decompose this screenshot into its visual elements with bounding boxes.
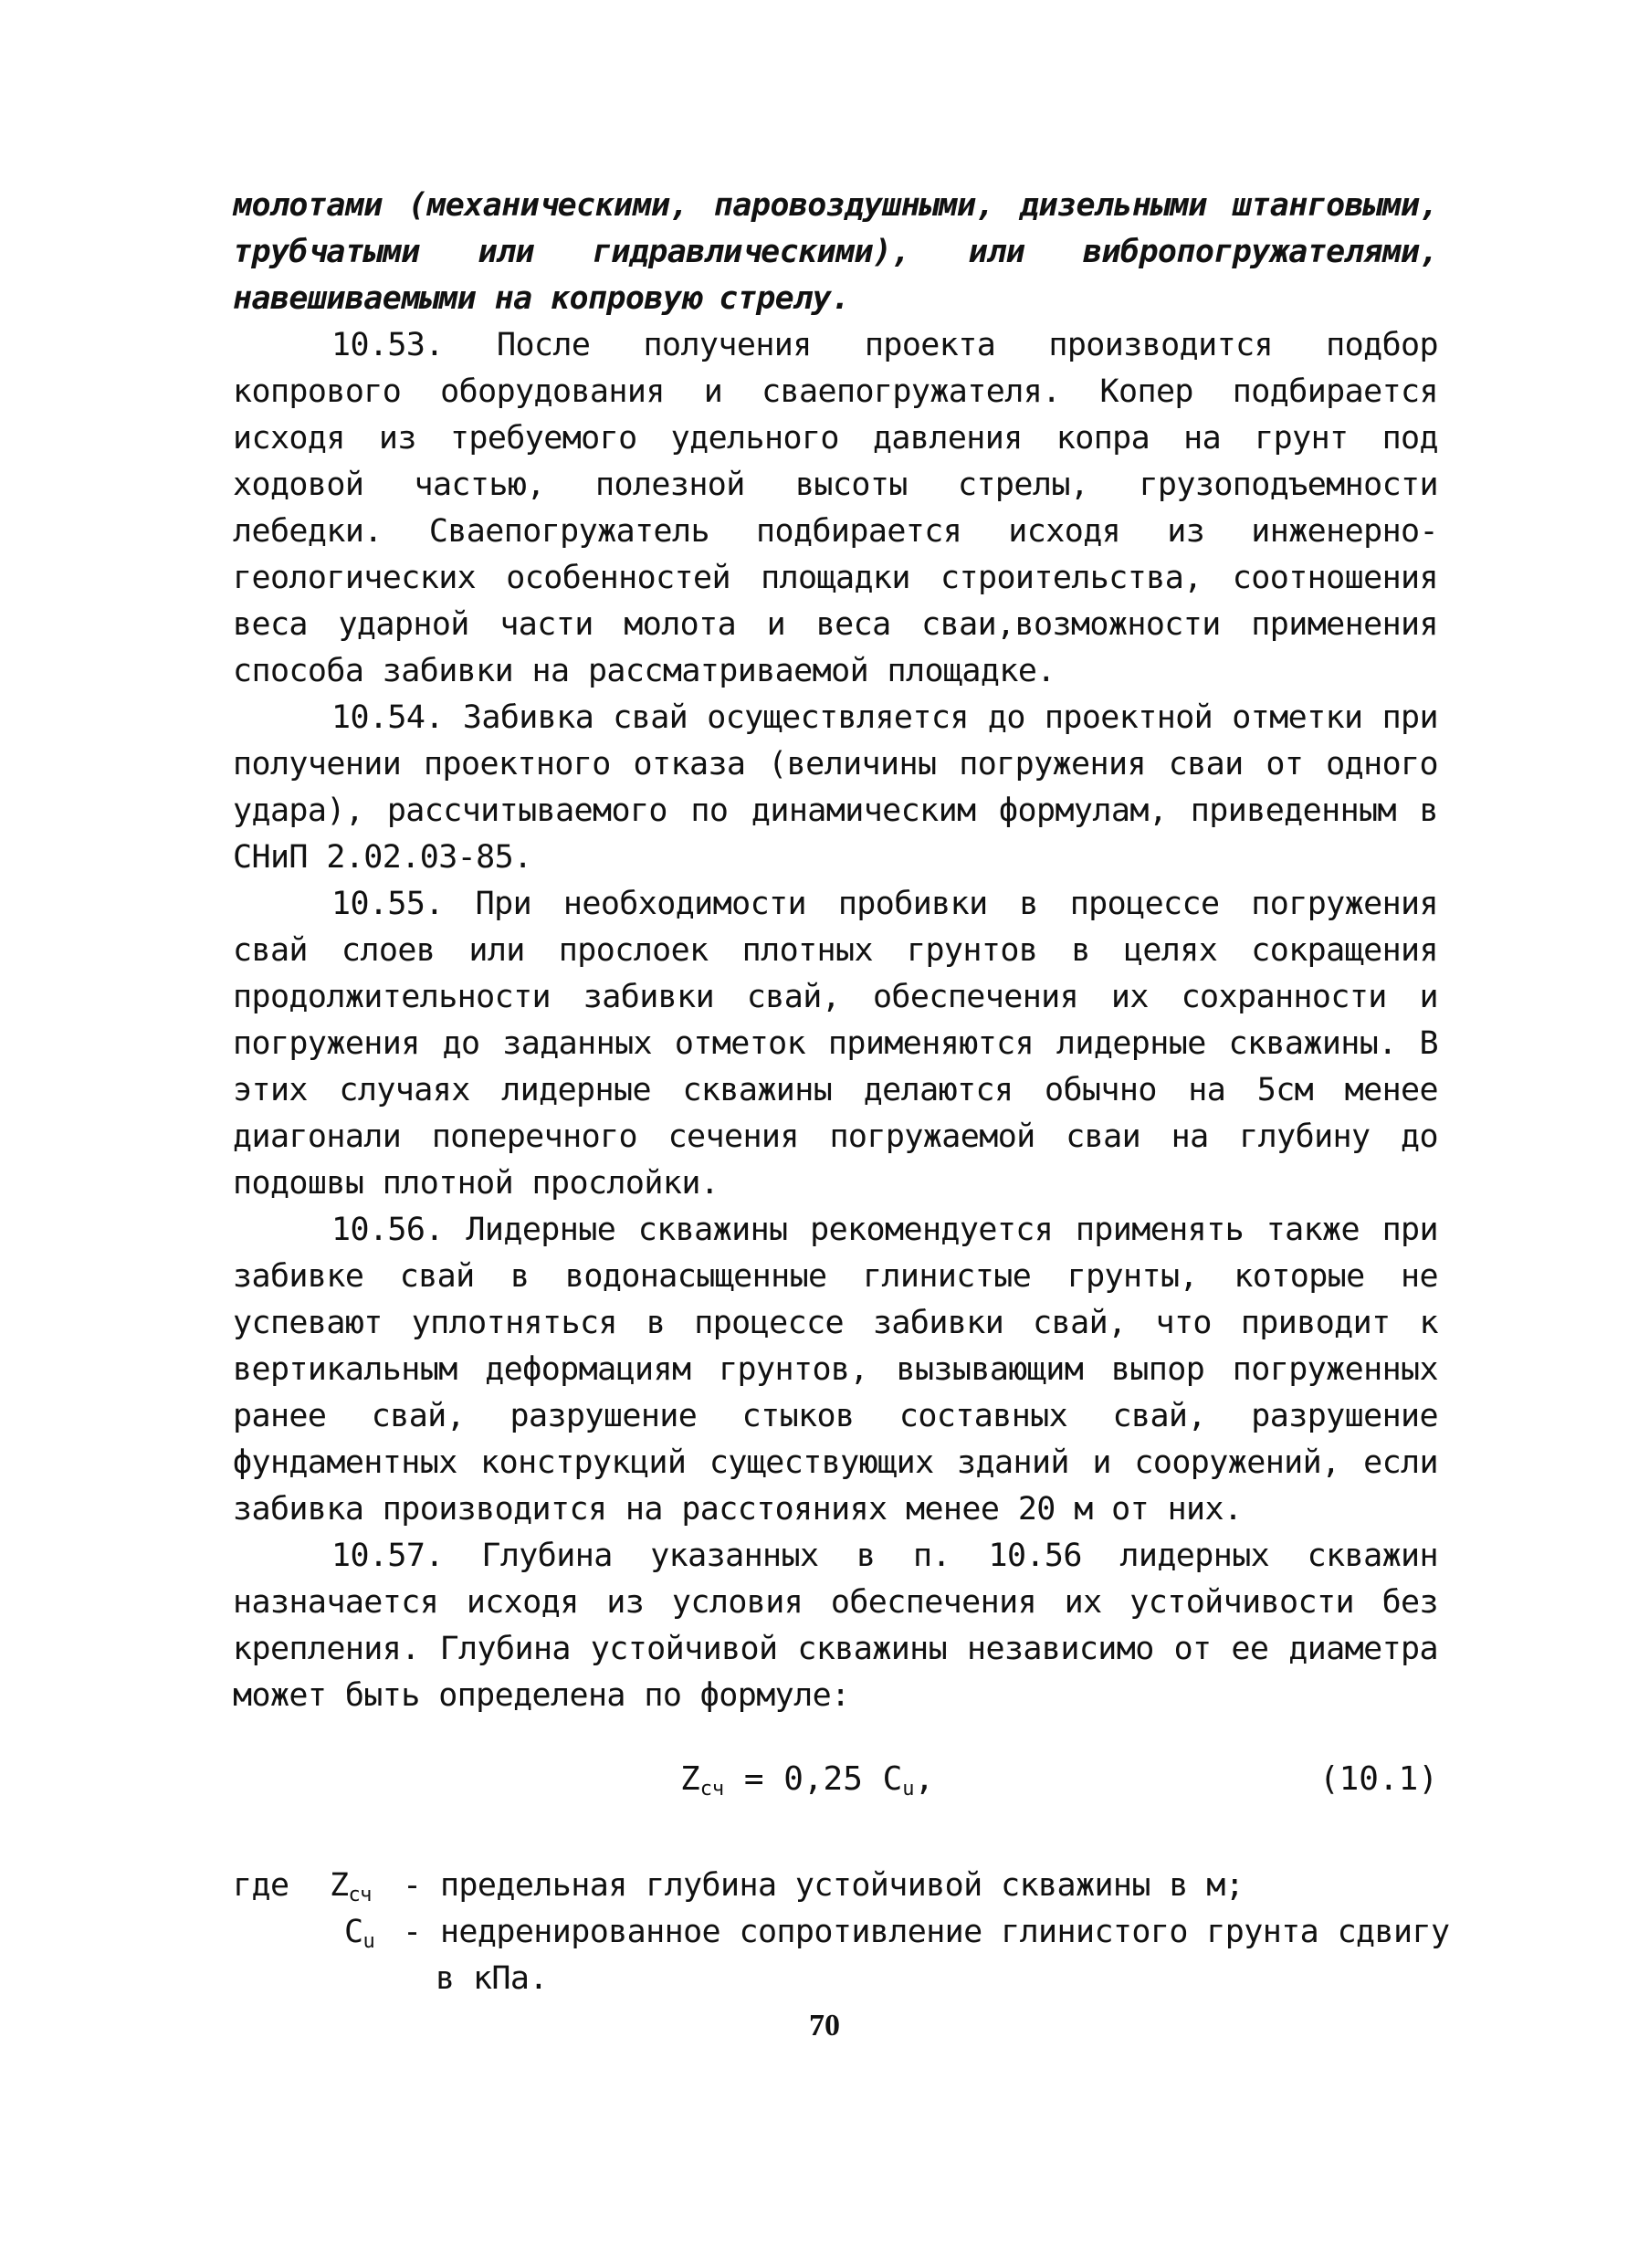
- definition-c: - недренированное сопротивление глинистого грунта сдвигу: [403, 1914, 1450, 1950]
- formula-row: [233, 1760, 1438, 1815]
- paragraph-10-53: 10.53. После получения проекта производится подбор копрового оборудования и сваепогружателя. Копер подбирается исходя из требуемого удельного давления копра на грунт под ходовой частью, полезной высоты стрелы, грузоподъемности лебедки. Сваепогружатель подбирается исходя из инженерно-геологических особенностей площадки строительства, соотношения веса ударной части молота и веса сваи,возможности применения способа забивки на рассматриваемой площадке.: [233, 327, 1438, 689]
- formula-z-subscript: сч: [699, 1778, 725, 1801]
- symbol-z-subscript: сч: [348, 1884, 372, 1906]
- paragraph-10-55: 10.55. При необходимости пробивки в процессе погружения свай слоев или прослоек плотных грунтов в целях сокращения продолжительности забивки свай, обеспечения их сохранности и погружения до заданных отметок применяются лидерные скважины. В этих случаях лидерные скважины делаются обычно на 5см менее диагонали поперечного сечения погружаемой сваи на глубину до подошвы плотной прослойки.: [233, 886, 1438, 1202]
- paragraph-10-54: 10.54. Забивка свай осуществляется до проектной отметки при получении проектного отказа (величины погружения сваи от одного удара), рассчитываемого по динамическим формулам, приведенным в СНиП 2.02.03-85.: [233, 699, 1438, 876]
- body-text: [233, 183, 1438, 1719]
- definition-row: [233, 1909, 1450, 1956]
- paragraph-10-56: 10.56. Лидерные скважины рекомендуется применять также при забивке свай в водонасыщенные глинистые грунты, которые не успевают уплотняться в процессе забивки свай, что приводит к вертикальным деформациям грунтов, вызывающим выпор погруженных ранее свай, разрушение стыков составных свай, разрушение фундаментных конструкций существующих зданий и сооружений, если забивка производится на расстояниях менее 20 м от них.: [233, 1212, 1438, 1528]
- paragraph-10-57: 10.57. Глубина указанных в п. 10.56 лидерных скважин назначается исходя из условия обеспечения их устойчивости без крепления. Глубина устойчивой скважины независимо от ее диаметра может быть определена по формуле:: [233, 1538, 1438, 1714]
- variable-definitions: [233, 1863, 1450, 2002]
- symbol-c-letter: C: [344, 1914, 363, 1950]
- paragraph-continuation: молотами (механическими, паровоздушными, дизельными штанговыми, трубчатыми или гидравлическими), или вибропогружателями, навешиваемыми на копровую стрелу.: [233, 187, 1438, 317]
- formula: [680, 1760, 934, 1801]
- formula-tail: ,: [914, 1760, 935, 1798]
- formula-number: (10.1): [1318, 1760, 1438, 1798]
- definition-row-continuation: [233, 1956, 1447, 2002]
- definition-c-continuation: в кПа.: [436, 1960, 548, 1997]
- formula-middle: = 0,25 C: [724, 1760, 903, 1798]
- symbol-z-letter: Z: [330, 1867, 349, 1904]
- where-word: где: [233, 1867, 289, 1904]
- formula-c-subscript: u: [902, 1778, 915, 1801]
- formula-z: Z: [680, 1760, 700, 1798]
- symbol-c-subscript: u: [362, 1930, 375, 1953]
- definition-z: - предельная глубина устойчивой скважины в м;: [403, 1867, 1245, 1904]
- page-number: 70: [809, 2009, 840, 2042]
- definition-row: [233, 1863, 1447, 1909]
